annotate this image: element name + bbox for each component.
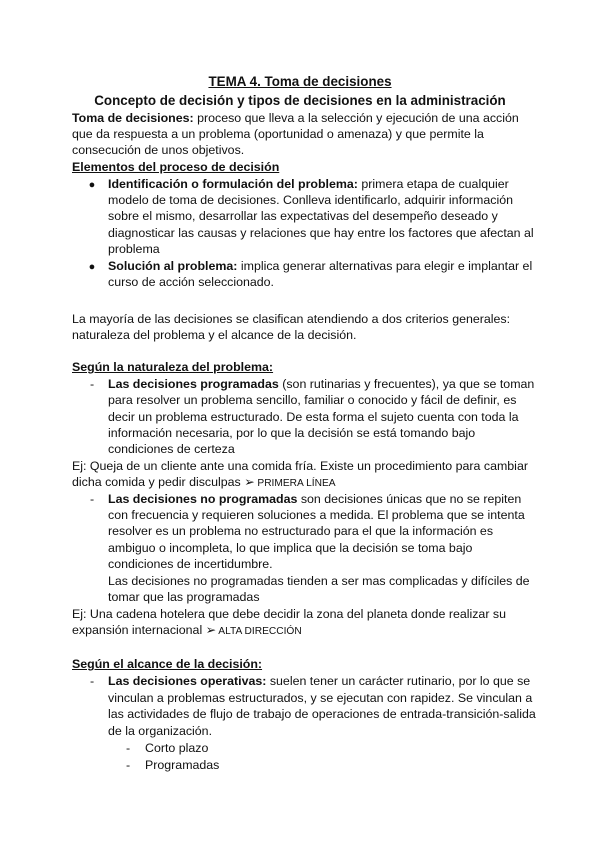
element-2-line-1: Solución al problema: implica generar alternativas para elegir e implantar el (108, 259, 533, 273)
element-1-line-3: sobre el mismo, desarrollar las expectativas del desempeño deseado y (108, 209, 498, 223)
dash-marker: - (90, 674, 95, 688)
no-programadas-line-4: ambiguo o incompleta, lo que implica que la decisión se toma bajo (108, 541, 473, 555)
element-2-term: Solución al problema: (108, 259, 238, 273)
dash-marker: - (90, 492, 95, 506)
programadas-line-1: Las decisiones programadas (son rutinarias y frecuentes), ya que se toman (108, 377, 535, 391)
sub-item-programadas: Programadas (145, 758, 220, 772)
programadas-line-4: información necesaria, por lo que la decisión se está tomando bajo (108, 426, 476, 440)
page-subtitle: Concepto de decisión y tipos de decisiones en la administración (94, 93, 506, 108)
definition-line-2: que da respuesta a un problema (oportunidad o amenaza) y que permite la (72, 127, 484, 141)
no-programadas-line-1: Las decisiones no programadas son decisiones únicas que no se repiten (108, 492, 522, 506)
no-programadas-term: Las decisiones no programadas (108, 492, 298, 506)
example-1-tag: PRIMERA LÍNEA (254, 478, 336, 489)
no-programadas-line-3: resolver es un problema no estructurado para el que la información es (108, 524, 494, 538)
element-1-line-5: problema (108, 242, 160, 256)
example-1-line-1: Ej: Queja de un cliente ante una comida fría. Existe un procedimiento para cambiar (72, 459, 528, 473)
page-title: TEMA 4. Toma de decisiones (208, 74, 392, 89)
element-1-term: Identificación o formulación del problema: (108, 177, 358, 191)
operativas-term: Las decisiones operativas: (108, 674, 267, 688)
bullet-icon: ● (88, 261, 96, 273)
example-2-line-2: expansión internacional ➢ ALTA DIRECCIÓN (72, 623, 302, 637)
alcance-heading: Según el alcance de la decisión: (72, 657, 263, 671)
element-1-line-1: Identificación o formulación del problema: primera etapa de cualquier (108, 177, 509, 191)
example-2-tag: ALTA DIRECCIÓN (216, 626, 302, 637)
arrow-icon: ➢ (244, 475, 255, 489)
element-1-line-4: diagnosticar las causas y relaciones que hay entre los factores que afectan al (108, 226, 534, 240)
intro-line-2: naturaleza del problema y el alcance de la decisión. (72, 328, 357, 342)
dash-marker: - (126, 741, 131, 755)
definition-line-1: Toma de decisiones: proceso que lleva a la selección y ejecución de una acción (72, 111, 519, 125)
programadas-line-2: para resolver un problema sencillo, familiar o conocido y fácil de definir, es (108, 393, 517, 407)
no-programadas-line-5: condiciones de incertidumbre. (108, 557, 273, 571)
programadas-line-5: condiciones de certeza (108, 442, 235, 456)
dash-marker: - (90, 377, 95, 391)
dash-marker: - (126, 758, 131, 772)
naturaleza-heading: Según la naturaleza del problema: (72, 360, 274, 374)
definition-term: Toma de decisiones: (72, 111, 194, 125)
definition-line-3: consecución de unos objetivos. (72, 143, 245, 157)
no-programadas-line-2: con frecuencia y requieren soluciones a medida. El problema que se intenta (108, 508, 525, 522)
element-2-line-2: curso de acción seleccionado. (108, 275, 274, 289)
no-programadas-line-6: Las decisiones no programadas tienden a ser mas complicadas y difíciles de (108, 574, 530, 588)
programadas-term: Las decisiones programadas (108, 377, 279, 391)
element-1-line-2: modelo de toma de decisiones. Conlleva identificarlo, adquirir información (108, 193, 513, 207)
bullet-icon: ● (88, 179, 96, 191)
elements-heading: Elementos del proceso de decisión (72, 160, 280, 174)
no-programadas-line-7: tomar que las programadas (108, 590, 260, 604)
operativas-line-1: Las decisiones operativas: suelen tener un carácter rutinario, por lo que se (108, 674, 531, 688)
operativas-line-2: vinculan a problemas estructurados, y se ejecutan con rapidez. Se vinculan a (108, 691, 533, 705)
operativas-line-3: las actividades de flujo de trabajo de operaciones de entrada-transición-salida (108, 707, 536, 721)
intro-line-1: La mayoría de las decisiones se clasifican atendiendo a dos criterios generales: (72, 312, 511, 326)
sub-item-corto-plazo: Corto plazo (145, 741, 209, 755)
example-2-line-1: Ej: Una cadena hotelera que debe decidir la zona del planeta donde realizar su (72, 607, 506, 621)
operativas-line-4: de la organización. (108, 724, 213, 738)
example-1-line-2: dicha comida y pedir disculpas ➢ PRIMERA LÍNEA (72, 475, 336, 489)
programadas-line-3: decir un problema estructurado. De esta forma el sujeto cuenta con toda la (108, 410, 519, 424)
arrow-icon: ➢ (205, 623, 217, 637)
